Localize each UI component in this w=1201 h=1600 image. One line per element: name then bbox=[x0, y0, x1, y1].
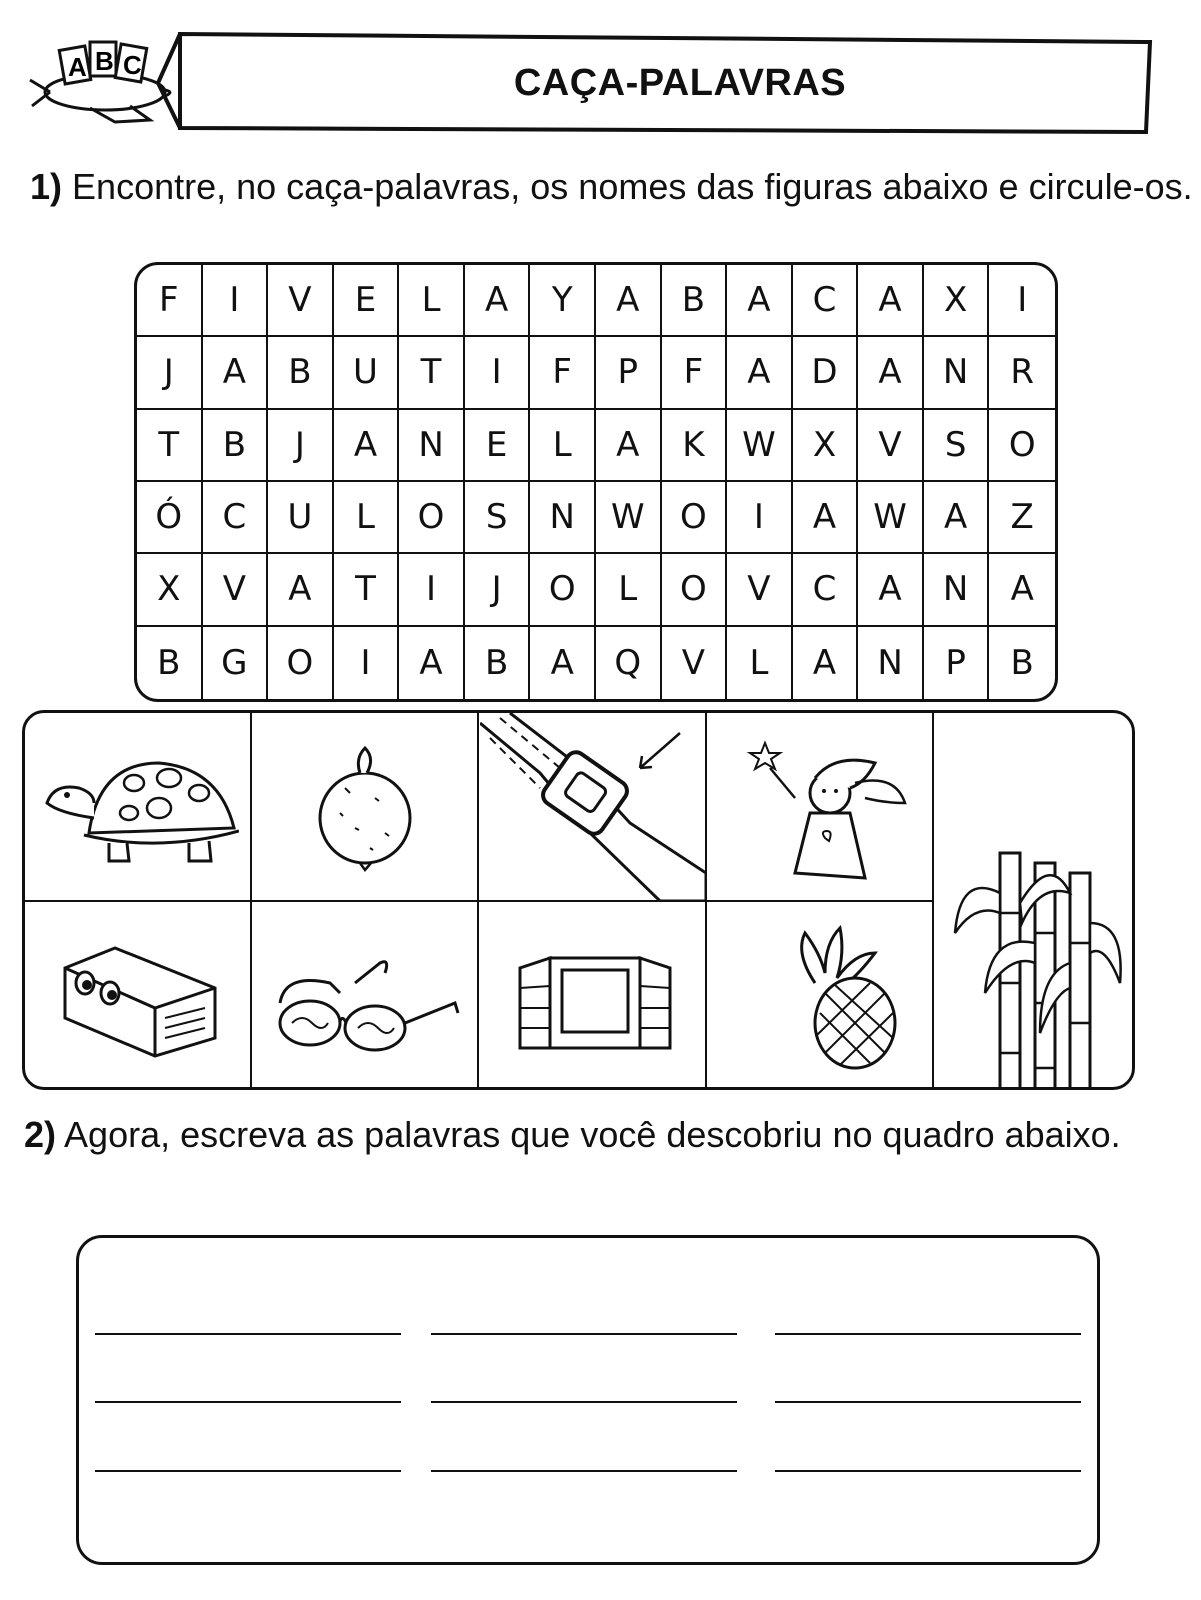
grid-cell[interactable]: Y bbox=[530, 265, 596, 337]
grid-cell[interactable]: C bbox=[203, 482, 269, 554]
grid-cell[interactable]: D bbox=[793, 337, 859, 409]
grid-cell[interactable]: A bbox=[924, 482, 990, 554]
grid-cell[interactable]: L bbox=[399, 265, 465, 337]
grid-cell[interactable]: R bbox=[989, 337, 1055, 409]
grid-cell[interactable]: W bbox=[596, 482, 662, 554]
answer-line[interactable] bbox=[95, 1333, 401, 1335]
logo-letter-b: B bbox=[95, 46, 114, 76]
brick-icon bbox=[55, 938, 225, 1058]
grid-cell[interactable]: B bbox=[203, 410, 269, 482]
grid-cell[interactable]: A bbox=[530, 627, 596, 699]
answer-line[interactable] bbox=[431, 1401, 737, 1403]
grid-cell[interactable]: N bbox=[858, 627, 924, 699]
grid-cell[interactable]: O bbox=[662, 482, 728, 554]
grid-cell[interactable]: A bbox=[399, 627, 465, 699]
sugarcane-icon bbox=[940, 833, 1130, 1090]
grid-cell[interactable]: T bbox=[399, 337, 465, 409]
answer-line[interactable] bbox=[95, 1401, 401, 1403]
grid-cell[interactable]: P bbox=[924, 627, 990, 699]
grid-cell[interactable]: A bbox=[989, 554, 1055, 626]
grid-cell[interactable]: S bbox=[465, 482, 531, 554]
grid-cell[interactable]: B bbox=[268, 337, 334, 409]
grid-cell[interactable]: I bbox=[334, 627, 400, 699]
answer-line[interactable] bbox=[431, 1470, 737, 1472]
grid-cell[interactable]: N bbox=[924, 337, 990, 409]
answer-box bbox=[76, 1235, 1100, 1565]
grid-cell[interactable]: G bbox=[203, 627, 269, 699]
grid-cell[interactable]: Ó bbox=[137, 482, 203, 554]
grid-cell[interactable]: C bbox=[793, 265, 859, 337]
instruction-2-text: Agora, escreva as palavras que você descobriu no quadro abaixo. bbox=[64, 1114, 1121, 1155]
grid-cell[interactable]: V bbox=[858, 410, 924, 482]
grid-cell[interactable]: O bbox=[530, 554, 596, 626]
grid-cell[interactable]: O bbox=[268, 627, 334, 699]
grid-cell[interactable]: I bbox=[399, 554, 465, 626]
grid-cell[interactable]: Z bbox=[989, 482, 1055, 554]
grid-cell[interactable]: O bbox=[989, 410, 1055, 482]
grid-cell[interactable]: U bbox=[268, 482, 334, 554]
grid-cell[interactable]: T bbox=[137, 410, 203, 482]
instruction-1-text: Encontre, no caça-palavras, os nomes das figuras abaixo e circule-os. bbox=[72, 166, 1193, 207]
grid-cell[interactable]: X bbox=[924, 265, 990, 337]
grid-cell[interactable]: V bbox=[662, 627, 728, 699]
grid-cell[interactable]: W bbox=[858, 482, 924, 554]
grid-cell[interactable]: V bbox=[727, 554, 793, 626]
grid-cell[interactable]: A bbox=[203, 337, 269, 409]
grid-cell[interactable]: V bbox=[203, 554, 269, 626]
pictures-panel bbox=[22, 710, 1135, 1090]
grid-cell[interactable]: N bbox=[924, 554, 990, 626]
grid-cell[interactable]: E bbox=[465, 410, 531, 482]
grid-cell[interactable]: O bbox=[662, 554, 728, 626]
grid-cell[interactable]: E bbox=[334, 265, 400, 337]
grid-cell[interactable]: A bbox=[465, 265, 531, 337]
grid-cell[interactable]: O bbox=[399, 482, 465, 554]
grid-cell[interactable]: B bbox=[465, 627, 531, 699]
grid-cell[interactable]: I bbox=[989, 265, 1055, 337]
grid-cell[interactable]: B bbox=[137, 627, 203, 699]
answer-line[interactable] bbox=[775, 1333, 1081, 1335]
grid-cell[interactable]: K bbox=[662, 410, 728, 482]
grid-cell[interactable]: N bbox=[399, 410, 465, 482]
instruction-1 bbox=[30, 166, 1193, 208]
grid-cell[interactable]: S bbox=[924, 410, 990, 482]
grid-cell[interactable]: A bbox=[334, 410, 400, 482]
grid-cell[interactable]: J bbox=[268, 410, 334, 482]
grid-cell[interactable]: I bbox=[727, 482, 793, 554]
grid-cell[interactable]: F bbox=[137, 265, 203, 337]
sunglasses-icon bbox=[270, 943, 470, 1063]
grid-cell[interactable]: L bbox=[334, 482, 400, 554]
grid-cell[interactable]: F bbox=[662, 337, 728, 409]
grid-cell[interactable]: L bbox=[596, 554, 662, 626]
grid-cell[interactable]: X bbox=[793, 410, 859, 482]
grid-cell[interactable]: A bbox=[858, 554, 924, 626]
grid-cell[interactable]: A bbox=[596, 265, 662, 337]
answer-line[interactable] bbox=[431, 1333, 737, 1335]
belt-icon bbox=[480, 713, 706, 901]
grid-cell[interactable]: C bbox=[793, 554, 859, 626]
instruction-2 bbox=[24, 1114, 1184, 1156]
grid-cell[interactable]: A bbox=[268, 554, 334, 626]
instruction-2-number: 2) bbox=[24, 1114, 57, 1155]
answer-line[interactable] bbox=[775, 1401, 1081, 1403]
grid-cell[interactable]: A bbox=[793, 482, 859, 554]
grid-cell[interactable]: T bbox=[334, 554, 400, 626]
turtle-icon bbox=[39, 743, 239, 873]
logo-letter-a: A bbox=[68, 52, 87, 82]
guava-icon bbox=[305, 738, 425, 878]
grid-cell[interactable]: B bbox=[662, 265, 728, 337]
grid-cell[interactable]: I bbox=[203, 265, 269, 337]
grid-cell[interactable]: A bbox=[727, 265, 793, 337]
page-title: CAÇA-PALAVRAS bbox=[513, 62, 847, 104]
answer-line[interactable] bbox=[95, 1470, 401, 1472]
grid-cell[interactable]: L bbox=[727, 627, 793, 699]
word-search-grid bbox=[134, 262, 1058, 702]
window-icon bbox=[510, 948, 680, 1058]
grid-cell[interactable]: U bbox=[334, 337, 400, 409]
grid-cell[interactable]: Q bbox=[596, 627, 662, 699]
grid-cell[interactable]: P bbox=[596, 337, 662, 409]
instruction-1-number: 1) bbox=[30, 166, 63, 207]
grid-cell[interactable]: X bbox=[137, 554, 203, 626]
answer-line[interactable] bbox=[775, 1470, 1081, 1472]
grid-cell[interactable]: A bbox=[858, 265, 924, 337]
grid-cell[interactable]: B bbox=[1010, 642, 1034, 683]
grid-cell[interactable]: J bbox=[465, 554, 531, 626]
grid-cell[interactable]: A bbox=[596, 410, 662, 482]
grid-cell[interactable]: I bbox=[465, 337, 531, 409]
grid-cell[interactable]: A bbox=[793, 627, 859, 699]
logo-letter-c: C bbox=[123, 50, 142, 80]
grid-cell[interactable]: L bbox=[530, 410, 596, 482]
fairy-icon bbox=[725, 733, 925, 893]
grid-cell[interactable]: V bbox=[268, 265, 334, 337]
pineapple-icon bbox=[765, 923, 915, 1073]
grid-cell[interactable]: F bbox=[530, 337, 596, 409]
grid-cell[interactable]: A bbox=[858, 337, 924, 409]
grid-cell[interactable]: J bbox=[137, 337, 203, 409]
grid-cell[interactable]: W bbox=[727, 410, 793, 482]
grid-cell[interactable]: A bbox=[727, 337, 793, 409]
grid-cell[interactable]: N bbox=[530, 482, 596, 554]
